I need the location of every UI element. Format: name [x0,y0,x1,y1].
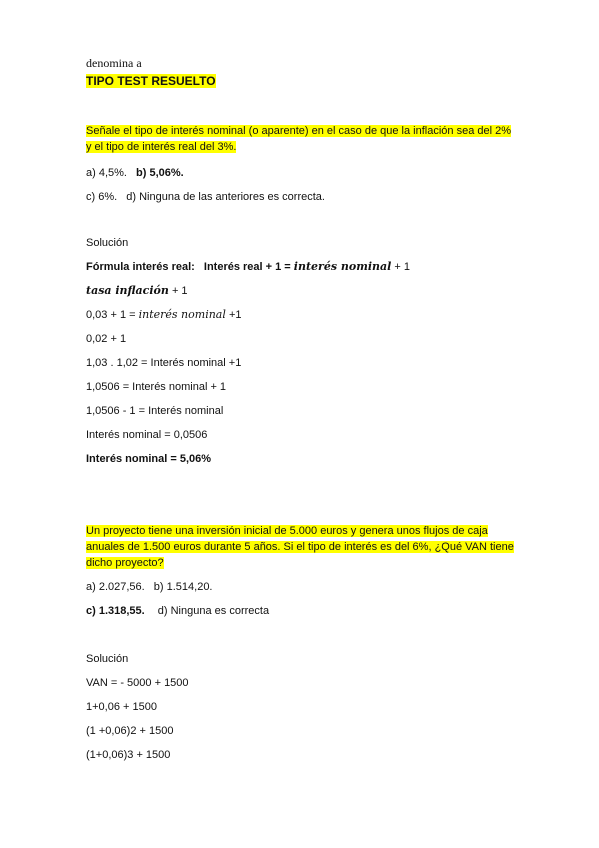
q2-step-4: (1+0,06)3 + 1500 [86,749,171,761]
q1-option-d: d) Ninguna de las anteriores es correcta. [126,191,325,203]
q1-question-text-2: y el tipo de interés real del 3%. [86,141,237,153]
page-title [86,74,216,88]
q1-formula-right: + 1 [394,261,410,273]
q2-question-text-1: Un proyecto tiene una inversión inicial de 5.000 euros y genera unos flujos de caja [86,525,488,537]
q1-step-1-italic: interés nominal [138,308,226,321]
q2-step-3: (1 +0,06)2 + 1500 [86,725,174,737]
q1-question-text-1: Señale el tipo de interés nominal (o aparente) en el caso de que la inflación sea del 2% [86,125,511,137]
q1-step-4: 1,0506 = Interés nominal + 1 [86,381,227,393]
q1-formula-label: Fórmula interés real: [86,261,195,273]
q1-result: Interés nominal = 5,06% [86,453,212,465]
q1-formula2-italic: tasa inflación [86,284,169,297]
q1-question-line-2 [86,140,236,154]
q2-step-1: VAN = - 5000 + 1500 [86,677,189,689]
q2-question-line-1 [86,524,488,538]
q1-formula-italic: interés nominal [293,260,392,273]
q1-option-a: a) 4,5%. [86,167,127,179]
q1-formula2-right: + 1 [171,285,188,297]
q2-option-c: c) 1.318,55. [86,605,145,617]
q2-solution-heading: Solución [86,653,129,665]
q2-options-ab [86,580,213,594]
q1-option-c: c) 6%. [86,191,118,203]
q1-step-6: Interés nominal = 0,0506 [86,429,208,441]
q1-step-2: 0,02 + 1 [86,333,127,345]
q1-option-b: b) 5,06%. [136,167,184,179]
q1-formula-line [86,260,410,274]
q2-option-a: a) 2.027,56. [86,581,145,593]
q2-question-text-3: dicho proyecto? [86,557,164,569]
q1-step-1-right: +1 [228,309,242,321]
q2-question-text-2: anuales de 1.500 euros durante 5 años. Si el tipo de interés es del 6%, ¿Qué VAN tiene [86,541,514,553]
q1-options-cd [86,190,325,204]
q1-step-1 [86,308,241,322]
q2-step-2: 1+0,06 + 1500 [86,701,157,713]
q1-options-ab [86,166,184,180]
q1-question-line-1 [86,124,511,138]
q2-options-cd [86,604,269,618]
q1-step-1-left: 0,03 + 1 = [86,309,136,321]
page-title-highlight: TIPO TEST RESUELTO [86,74,216,88]
header-small-text: denomina a [86,56,142,70]
q1-solution-heading: Solución [86,237,129,249]
q1-step-5: 1,0506 - 1 = Interés nominal [86,405,224,417]
q2-question-line-3 [86,556,164,570]
q2-option-b: b) 1.514,20. [153,581,213,593]
q1-formula-line-2 [86,284,188,298]
q2-option-d: d) Ninguna es correcta [157,605,270,617]
q1-step-3: 1,03 . 1,02 = Interés nominal +1 [86,357,242,369]
q2-question-line-2 [86,540,514,554]
q1-formula-left: Interés real + 1 = [203,261,291,273]
